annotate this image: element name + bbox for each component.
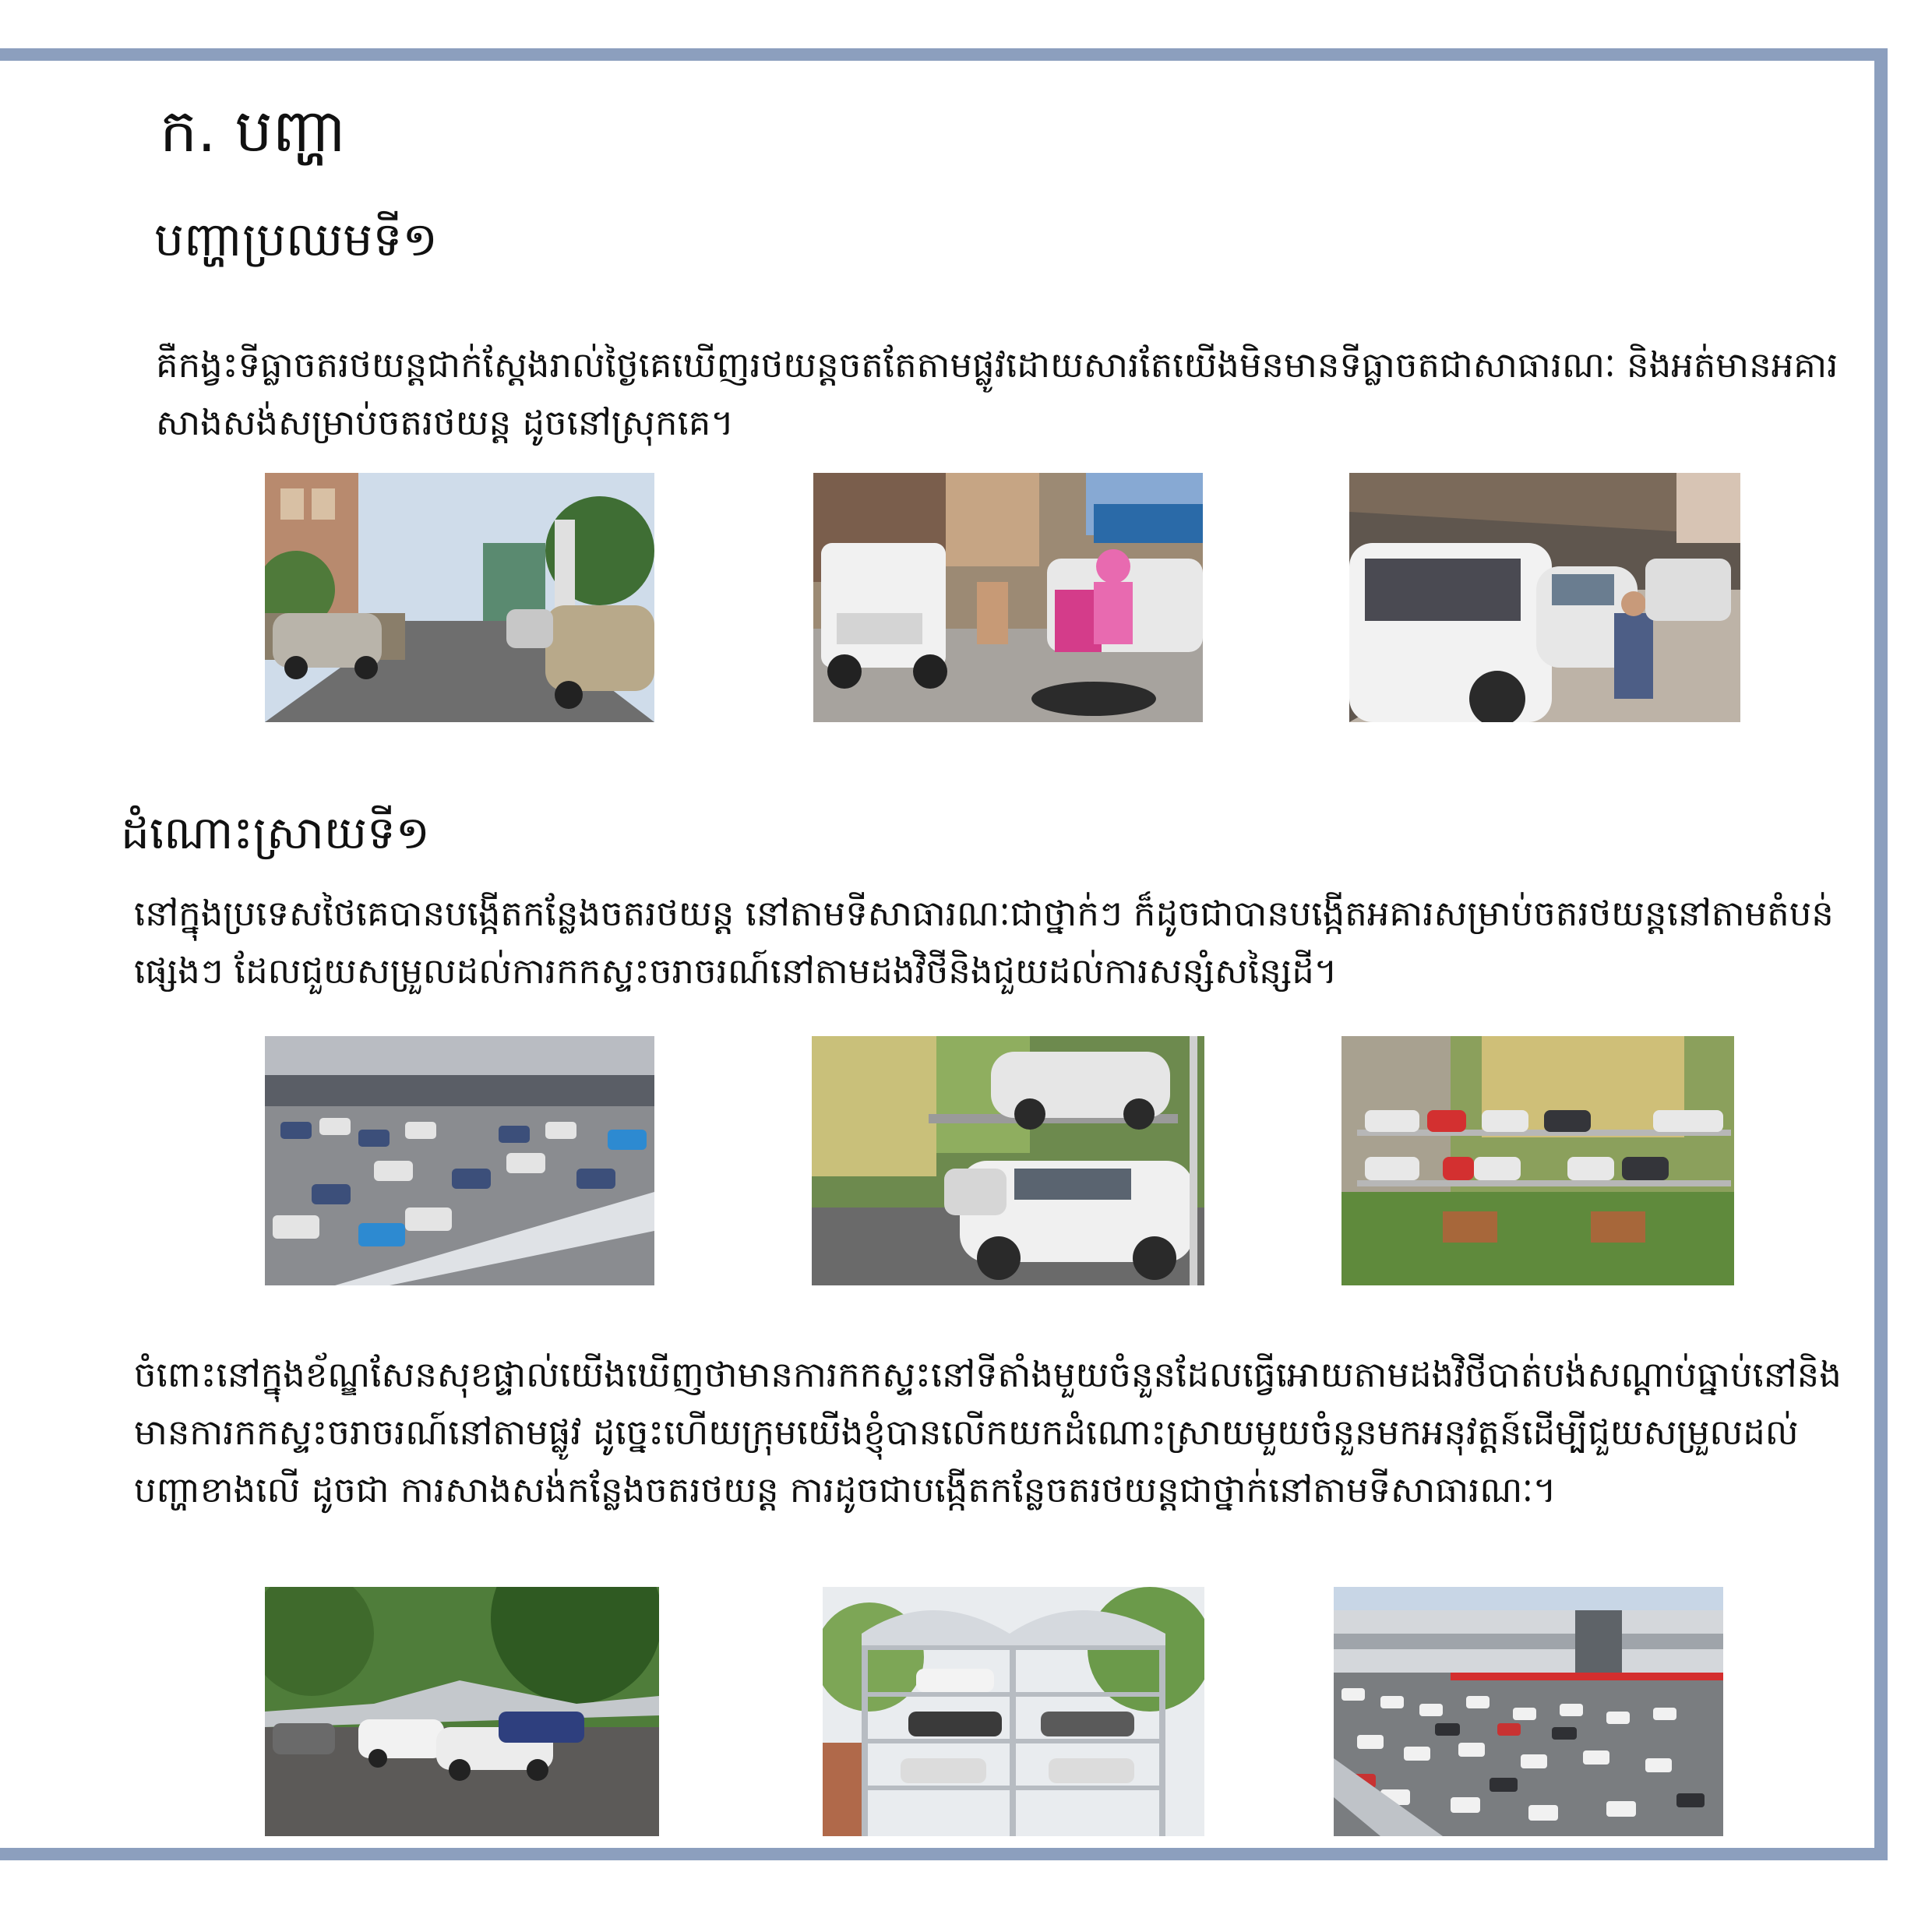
open-parking-lot-photo — [265, 1036, 654, 1285]
multi-level-parking-photo — [823, 1587, 1204, 1836]
section-heading: ក. បញ្ហា — [160, 96, 347, 165]
problem-line-2: សាងសង់សម្រាប់ចតរថយន្ត ដូចនៅស្រុកគេ។ — [156, 402, 735, 443]
congested-street-photo — [813, 473, 1203, 722]
large-parking-lot-photo — [1334, 1587, 1723, 1836]
street-parking-photo — [265, 473, 654, 722]
problem-paragraph — [156, 337, 1838, 452]
covered-carport-photo — [265, 1587, 659, 1836]
solution-paragraph — [134, 885, 1834, 1000]
sidewalk-parking-photo — [1349, 473, 1740, 722]
solution-heading: ដំណោះស្រាយទី១ — [121, 806, 430, 859]
solution-line-2: ផ្សេងៗ ដែលជួយសម្រួលដល់ការកកស្ទះចរាចរណ៍នៅតាមដងវិថីនិងជួយដល់ការសន្សំសន្សៃដី។ — [134, 950, 1338, 992]
stacked-parking-photo — [812, 1036, 1204, 1285]
problem-heading: បញ្ហាប្រឈមទី១ — [154, 213, 438, 267]
local-line-3: បញ្ហាខាងលើ ដូចជា ការសាងសង់កន្លែងចតរថយន្ត ការដូចជាបង្កើតកន្លែចតរថយន្តជាថ្នាក់នៅតាមទីសាធារណៈ។ — [134, 1469, 1557, 1511]
stacked-parking-lift-photo — [1341, 1036, 1734, 1285]
solution-line-1: នៅក្នុងប្រទេសថៃគេបានបង្កើតកន្លែងចតរថយន្ត នៅតាមទីសាធារណៈជាថ្នាក់ៗ ក៏ដូចជាបានបង្កើតអគារសម្រាប់ចតរថយន្តនៅតាមតំបន់ — [134, 893, 1834, 934]
local-line-2: មានការកកស្ទះចរាចរណ៍នៅតាមផ្លូវ ដូច្នេះហើយក្រុមយើងខ្ញុំបានលើកយកដំណោះស្រាយមួយចំនួនមកអនុវត្តន៍ដើម្បីជួយសម្រួលដល់ — [134, 1412, 1799, 1453]
local-paragraph — [134, 1346, 1842, 1519]
problem-line-1: គឺកង្វះទីធ្លាចតរថយន្តជាក់ស្តែងរាល់ថ្ងៃគេឃើញរថយន្តចតតែតាមផ្លូវដោយសារតែយើងមិនមានទីធ្លាចតជាសាធារណៈ និងអត់មានអគារ — [156, 344, 1839, 386]
local-line-1: ចំពោះនៅក្នុងខ័ណ្ឌសែនសុខផ្ទាល់យើងឃើញថាមានការកកស្ទះនៅទីតាំងមួយចំនួនដែលធ្វើអោយតាមដងវិថីបាត់បង់សណ្តាប់ធ្នាប់នៅនិង — [134, 1354, 1842, 1395]
